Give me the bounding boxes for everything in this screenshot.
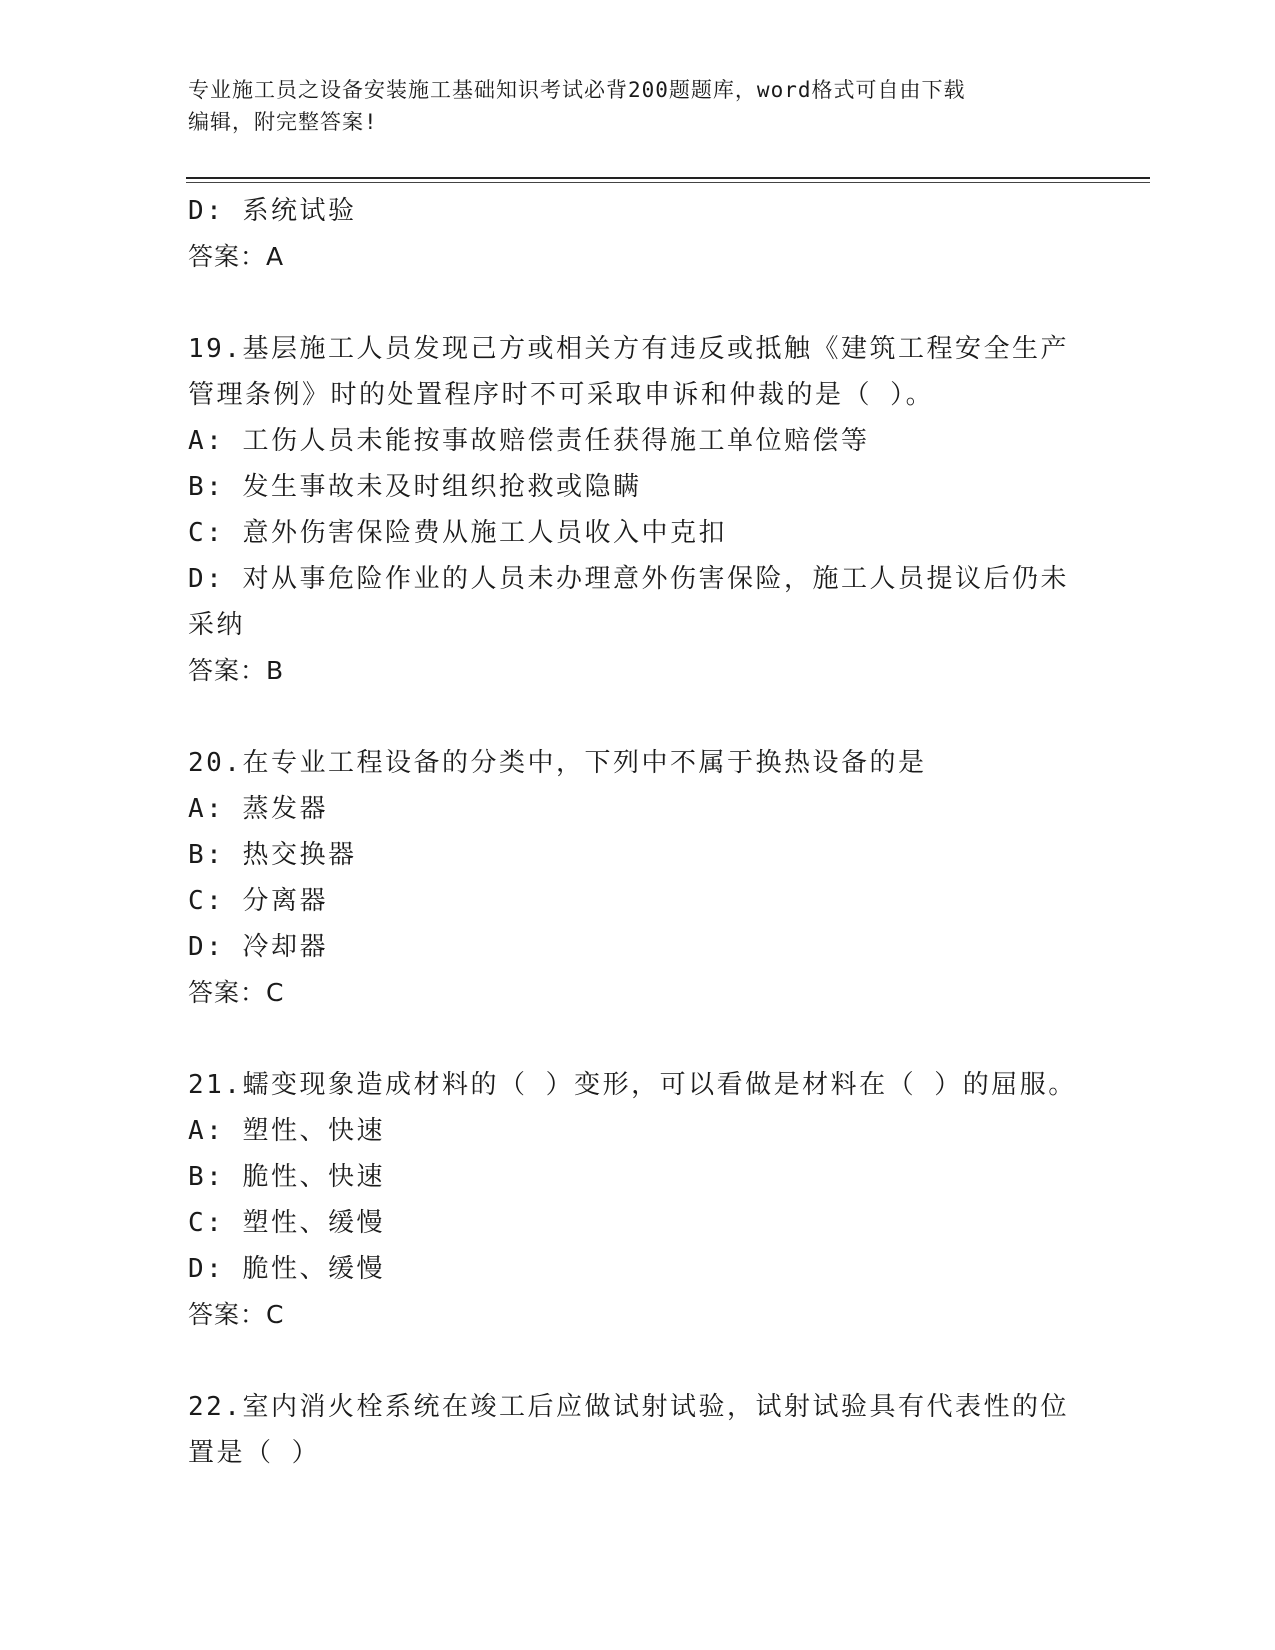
option-d: D: 对从事危险作业的人员未办理意外伤害保险，施工人员提议后仍未 bbox=[188, 564, 1069, 594]
answer: 答案：A bbox=[188, 242, 285, 271]
spacer bbox=[188, 1016, 1088, 1062]
document-header bbox=[188, 74, 1088, 138]
option-b: B: 发生事故未及时组织抢救或隐瞒 bbox=[188, 472, 642, 502]
question-stem: 22.室内消火栓系统在竣工后应做试射试验，试射试验具有代表性的位 bbox=[188, 1392, 1069, 1422]
header-line-2: 编辑，附完整答案! bbox=[188, 110, 378, 134]
question-21 bbox=[188, 1062, 1088, 1338]
question-stem: 20.在专业工程设备的分类中，下列中不属于换热设备的是 bbox=[188, 748, 927, 778]
option-d: D: 系统试验 bbox=[188, 196, 357, 226]
header-divider-thick bbox=[186, 177, 1150, 179]
answer: 答案：C bbox=[188, 1300, 285, 1329]
spacer bbox=[188, 694, 1088, 740]
header-divider-thin bbox=[186, 182, 1150, 183]
option-a: A: 蒸发器 bbox=[188, 794, 328, 824]
option-c: C: 意外伤害保险费从施工人员收入中克扣 bbox=[188, 518, 727, 548]
option-a: A: 塑性、快速 bbox=[188, 1116, 385, 1146]
question-20 bbox=[188, 740, 1088, 1016]
option-a: A: 工伤人员未能按事故赔偿责任获得施工单位赔偿等 bbox=[188, 426, 870, 456]
option-b: B: 热交换器 bbox=[188, 840, 357, 870]
spacer bbox=[188, 280, 1088, 326]
question-list bbox=[188, 188, 1088, 1476]
answer: 答案：C bbox=[188, 978, 285, 1007]
question-22 bbox=[188, 1384, 1088, 1476]
option-b: B: 脆性、快速 bbox=[188, 1162, 385, 1192]
answer: 答案：B bbox=[188, 656, 285, 685]
question-19 bbox=[188, 326, 1088, 694]
question-18-tail bbox=[188, 188, 1088, 280]
question-stem: 19.基层施工人员发现己方或相关方有违反或抵触《建筑工程安全生产 bbox=[188, 334, 1069, 364]
question-stem-continued: 置是（ ） bbox=[188, 1438, 321, 1468]
question-stem-continued: 管理条例》时的处置程序时不可采取申诉和仲裁的是（ ）。 bbox=[188, 380, 935, 410]
option-d-continued: 采纳 bbox=[188, 610, 246, 640]
spacer bbox=[188, 1338, 1088, 1384]
question-stem: 21.蠕变现象造成材料的（ ）变形，可以看做是材料在（ ）的屈服。 bbox=[188, 1070, 1077, 1100]
option-c: C: 塑性、缓慢 bbox=[188, 1208, 385, 1238]
header-line-1: 专业施工员之设备安装施工基础知识考试必背200题题库，word格式可自由下载 bbox=[188, 78, 966, 102]
option-d: D: 冷却器 bbox=[188, 932, 328, 962]
option-c: C: 分离器 bbox=[188, 886, 328, 916]
option-d: D: 脆性、缓慢 bbox=[188, 1254, 385, 1284]
